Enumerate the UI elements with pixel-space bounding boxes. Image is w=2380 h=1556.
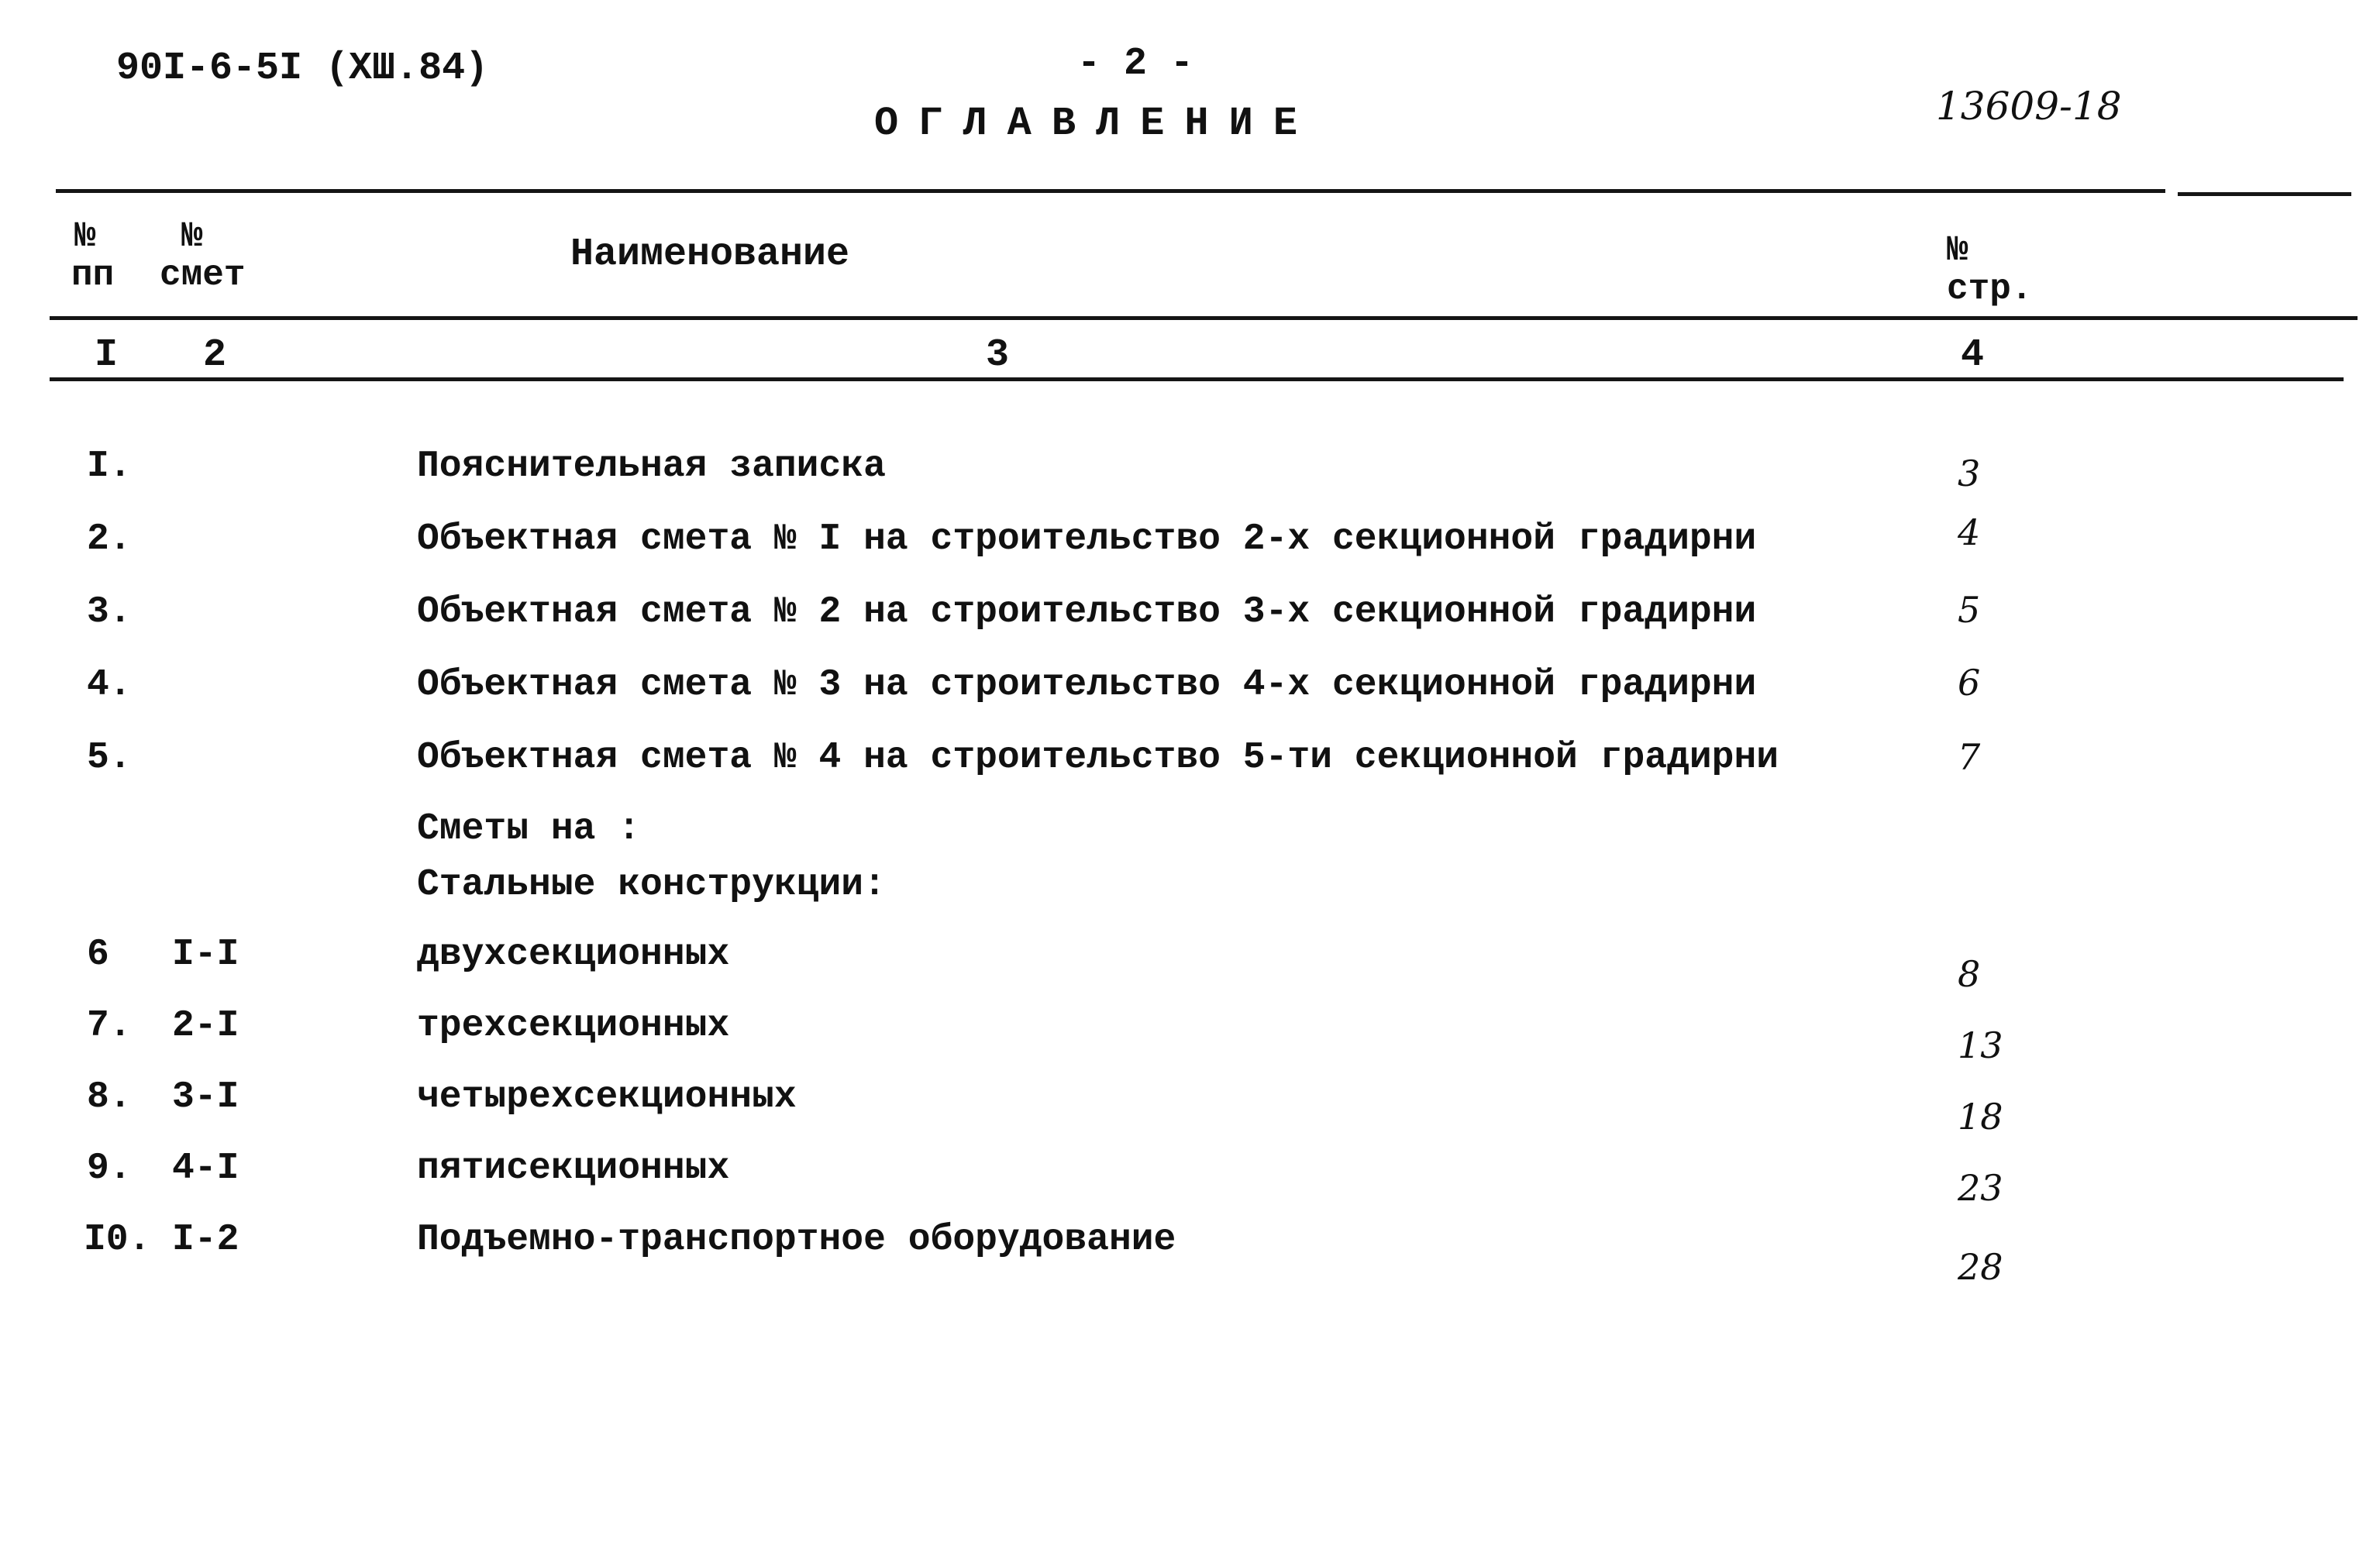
table-row [0, 1219, 2380, 1288]
row-name: четырехсекционных [417, 1076, 797, 1118]
row-name: Стальные конструкции: [417, 864, 886, 906]
row-estimate: 4-I [172, 1148, 239, 1189]
row-estimate: 2-I [172, 1005, 239, 1047]
column-number-3: 3 [986, 333, 1010, 377]
row-name: Подъемно-транспортное оборудование [417, 1219, 1176, 1261]
row-number: 5. [87, 737, 132, 779]
row-number: 6 [87, 934, 109, 976]
row-page: 3 [1958, 453, 1981, 494]
table-row [0, 808, 2380, 857]
row-estimate: I-2 [172, 1219, 239, 1261]
row-name: пятисекционных [417, 1148, 730, 1189]
row-name: Объектная смета № I на строительство 2-х секционной градирни [417, 518, 1757, 560]
column-number-4: 4 [1961, 333, 1985, 377]
col4-header-num-sign: № [1947, 230, 1968, 270]
row-page: 13 [1958, 1024, 2003, 1066]
row-page: 23 [1958, 1167, 2003, 1209]
row-name: Объектная смета № 3 на строительство 4-х секционной градирни [417, 664, 1757, 706]
table-row [0, 1005, 2380, 1066]
row-page: 18 [1958, 1096, 2003, 1138]
col2-header-num-sign: № [181, 216, 203, 256]
row-page: 28 [1958, 1246, 2003, 1288]
column-number-2: 2 [203, 333, 227, 377]
row-page: 7 [1958, 736, 1981, 778]
table-row [0, 448, 2380, 494]
row-page: 5 [1958, 589, 1981, 631]
table-row [0, 662, 2380, 713]
row-name: Пояснительная записка [417, 446, 886, 487]
col2-header-label: смет [160, 255, 246, 295]
row-number: 3. [87, 591, 132, 633]
row-name: трехсекционных [417, 1005, 730, 1047]
inventory-number: 13609-18 [1936, 84, 2122, 129]
table-row [0, 1076, 2380, 1138]
col4-header-label: стр. [1947, 269, 2033, 309]
column-number-rule [50, 377, 2344, 381]
row-name: двухсекционных [417, 934, 730, 976]
col3-header-label: Наименование [570, 232, 850, 277]
row-page: 4 [1958, 511, 1981, 553]
row-page: 8 [1958, 953, 1981, 995]
row-number: 8. [87, 1076, 132, 1118]
row-number: 2. [87, 518, 132, 560]
row-number: I0. [84, 1219, 151, 1261]
table-row [0, 589, 2380, 640]
column-number-1: I [95, 333, 119, 377]
col1-header-num-sign: № [74, 216, 96, 256]
row-number: 4. [87, 664, 132, 706]
row-estimate: I-I [172, 934, 239, 976]
row-page: 6 [1958, 662, 1981, 704]
row-number: I. [87, 446, 132, 487]
row-number: 7. [87, 1005, 132, 1047]
page-title: ОГЛАВЛЕНИЕ [874, 101, 1318, 146]
table-row [0, 736, 2380, 786]
row-name: Объектная смета № 4 на строительство 5-ти секционной градирни [417, 737, 1779, 779]
table-row [0, 1148, 2380, 1209]
header-rule [50, 316, 2358, 320]
row-name: Сметы на : [417, 808, 641, 850]
top-rule-end [2178, 192, 2351, 196]
page-number: - 2 - [1077, 42, 1194, 86]
row-name: Объектная смета № 2 на строительство 3-х секционной градирни [417, 591, 1757, 633]
table-row [0, 511, 2380, 567]
col1-header-label: пп [71, 255, 115, 295]
table-row [0, 934, 2380, 995]
top-rule [56, 189, 2165, 193]
document-code: 90I-6-5I (XШ.84) [116, 46, 489, 91]
table-row [0, 866, 2380, 913]
row-number: 9. [87, 1148, 132, 1189]
row-estimate: 3-I [172, 1076, 239, 1118]
